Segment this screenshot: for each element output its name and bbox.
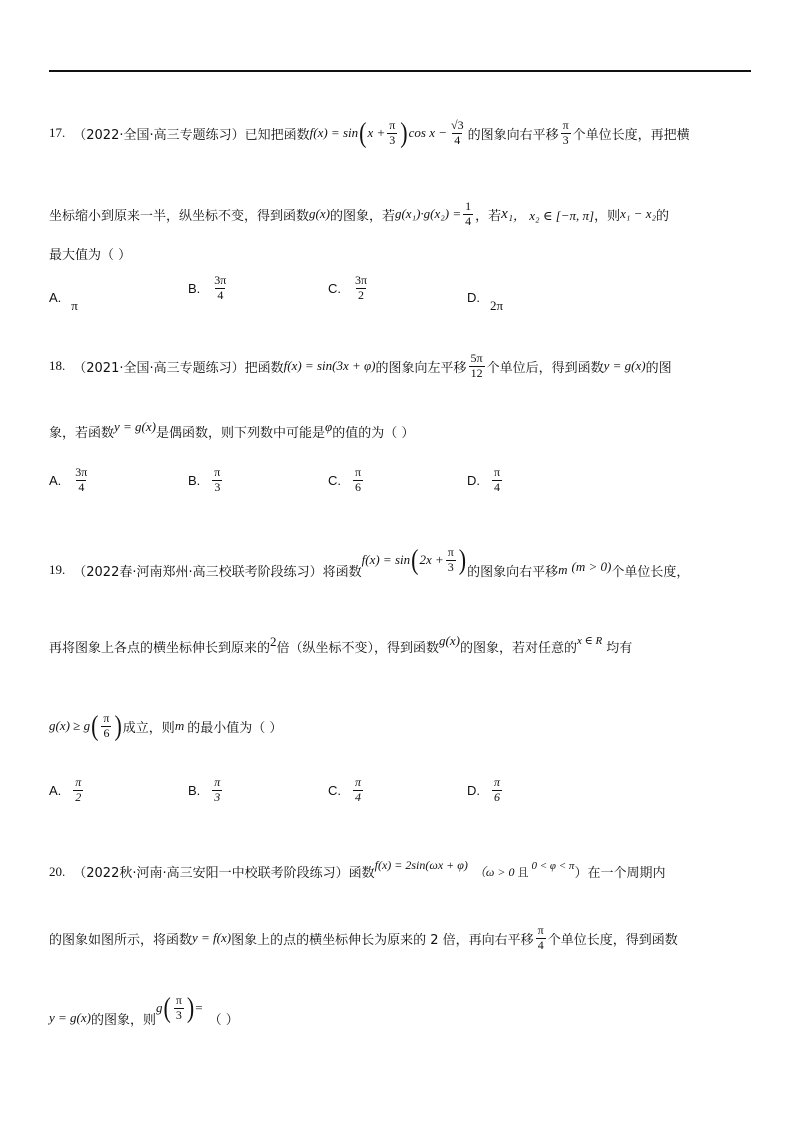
q17-pi-over-3: $\frac{\pi}{3}$ <box>389 118 396 147</box>
q19-m: m <box>558 562 568 578</box>
q18-option-c[interactable] <box>328 466 365 495</box>
q18-option-d[interactable] <box>467 466 504 495</box>
q17-option-c[interactable] <box>328 274 371 303</box>
option-label: C. <box>328 472 341 488</box>
option-label: C. <box>328 280 341 296</box>
option-label: B. <box>188 782 201 798</box>
q18-shift: $\frac{5\pi}{12}$ <box>470 351 483 380</box>
q20-cond: （ω > 0 <box>473 865 515 879</box>
q17-line-2 <box>49 200 669 229</box>
q18-option-b[interactable] <box>188 466 224 495</box>
q18-stem: 的图 <box>645 360 672 376</box>
q19-f-arg: ( 2x + $\frac{\pi}{3}$ ) <box>411 543 467 576</box>
q17-cos: cos x − <box>408 125 447 141</box>
top-rule <box>49 70 751 72</box>
option-value: π <box>71 298 78 313</box>
q19-f-expr: f(x) = sin <box>361 552 411 568</box>
q19-stem: 再将图象上各点的横坐标伸长到原来的 <box>49 641 271 656</box>
q19-number: 19. <box>49 562 66 578</box>
q17-stem: ，则 <box>594 208 621 224</box>
q18-stem: 把函数 <box>244 360 284 376</box>
q17-x1: x₁ <box>501 205 514 222</box>
q17-stem: 的图象向右平移 <box>467 127 559 143</box>
q18-source: （2021·全国·高三专题练习） <box>73 360 245 376</box>
q17-product: g(x₁)·g(x₂) = <box>394 206 462 222</box>
option-value: $\frac{3\pi}{4}$ <box>214 273 227 302</box>
q20-cond: 0 < φ < π <box>531 859 575 872</box>
q18-stem: 个单位后，得到函数 <box>486 360 604 376</box>
q18-stem: 的值的为（ ） <box>332 426 415 441</box>
q17-gx: g(x) <box>309 206 330 222</box>
q17-stem: 坐标缩小到原来一半，纵坐标不变，得到函数 <box>49 208 310 224</box>
option-value: $\frac{3\pi}{2}$ <box>355 273 368 302</box>
q20-line-1 <box>49 858 666 881</box>
q18-option-a[interactable] <box>49 466 91 495</box>
q17-stem: 的图象，若 <box>329 208 395 224</box>
q19-m-cond: (m > 0) <box>571 559 612 575</box>
option-value: $\frac{\pi}{4}$ <box>494 465 501 494</box>
q19-gx: g(x) <box>439 632 460 648</box>
q19-stem: 的图象，若对任意的 <box>459 641 577 656</box>
q19-ineq: g(x) ≥ g <box>49 718 91 734</box>
option-label: B. <box>188 472 201 488</box>
q17-sqrt3-over-4: $\frac{√3}{4}$ <box>451 118 464 147</box>
q17-x2-range: ， x₂ ∈ [−π, π] <box>513 207 595 223</box>
q19-stem: 的最小值为（ ） <box>187 720 283 736</box>
q19-stem: 倍（纵坐标不变），得到函数 <box>276 641 440 656</box>
option-value: $\frac{\pi}{6}$ <box>494 775 501 804</box>
q19-option-d[interactable] <box>467 776 504 805</box>
q19-source: （2022春·河南郑州·高三校联考阶段练习） <box>73 564 323 580</box>
q17-number: 17. <box>49 125 66 141</box>
q20-line-3 <box>49 991 239 1033</box>
q17-stem: 已知把函数 <box>244 127 310 143</box>
q18-f-expr: f(x) = sin(3x + φ) <box>283 358 376 374</box>
q19-pi-over-3: $\frac{\pi}{3}$ <box>447 545 454 574</box>
paren: ) <box>114 709 122 742</box>
q19-line-1 <box>49 543 690 585</box>
q18-stem: 的图象向左平移 <box>375 360 467 376</box>
q20-source: （2022秋·河南·高三安阳一中校联考阶段练习） <box>73 866 349 881</box>
q18-number: 18. <box>49 358 66 374</box>
q20-stem: （ ） <box>208 1012 239 1028</box>
q20-stem: 图象上的点的横坐标伸长为原来的 2 倍，再向右平移 <box>231 932 534 948</box>
q17-stem: ，若 <box>475 208 502 224</box>
q17-option-b[interactable] <box>188 274 230 303</box>
q17-line-1 <box>49 116 690 149</box>
q20-stem: 函数 <box>348 866 375 881</box>
q19-stem: 的图象向右平移 <box>467 564 559 580</box>
option-label: D. <box>467 782 480 798</box>
q20-stem: 的图象，则 <box>90 1012 156 1028</box>
q18-line-2 <box>49 418 415 441</box>
paren: ( <box>359 116 367 149</box>
q19-x-in-r: x ∈ R <box>576 635 603 647</box>
q20-g-value: g ( $\frac{\pi}{3}$ ) = <box>156 991 203 1024</box>
q19-stem: 均有 <box>606 641 633 656</box>
q17-stem: 个单位长度，再把横 <box>572 127 690 143</box>
option-label: D. <box>467 289 480 305</box>
q17-diff: x₁ − x₂ <box>620 206 656 222</box>
q20-number: 20. <box>49 863 66 879</box>
q17-f-inner: x + <box>367 125 386 141</box>
q19-line-2 <box>49 632 633 656</box>
q18-stem: 是偶函数，则下列数中可能是 <box>156 426 326 441</box>
q17-shift: $\frac{\pi}{3}$ <box>562 118 569 147</box>
option-value: 2π <box>490 298 504 313</box>
q19-stem: 将函数 <box>322 564 362 580</box>
q19-two: 2 <box>270 633 277 649</box>
q19-stem: 个单位长度， <box>611 564 690 580</box>
q17-option-d[interactable] <box>467 280 503 314</box>
q18-y-expr: y = g(x) <box>603 358 646 374</box>
q18-y-expr: y = g(x) <box>114 418 156 434</box>
option-value: $\frac{3\pi}{4}$ <box>75 465 88 494</box>
option-label: D. <box>467 472 480 488</box>
q20-f-expr: f(x) = 2sin(ωx + φ) <box>374 858 468 872</box>
q18-line-1 <box>49 352 672 381</box>
q17-option-a[interactable] <box>49 280 78 314</box>
option-label: A. <box>49 289 62 305</box>
q19-f-inner: 2x + <box>419 552 444 568</box>
q17-line-3 <box>49 244 131 263</box>
paren: ) <box>400 116 408 149</box>
q17-source: （2022·全国·高三专题练习） <box>73 127 245 143</box>
paren: ( <box>91 709 99 742</box>
q20-pi-over-4: $\frac{\pi}{4}$ <box>537 923 544 952</box>
option-label: A. <box>49 472 62 488</box>
q18-stem: 象，若函数 <box>49 426 115 441</box>
option-value: $\frac{\pi}{3}$ <box>214 465 221 494</box>
option-label: C. <box>328 782 341 798</box>
q19-pi-over-6: $\frac{\pi}{6}$ <box>103 711 110 740</box>
option-label: A. <box>49 782 62 798</box>
q18-phi: φ <box>325 418 333 434</box>
option-label: B. <box>188 280 201 296</box>
q19-option-b[interactable] <box>188 776 224 805</box>
q20-stem: 的图象如图所示，将函数 <box>49 932 193 948</box>
q17-one-quarter: $\frac{1}{4}$ <box>465 199 472 228</box>
q19-line-3 <box>49 709 283 742</box>
q20-y-fx: y = f(x) <box>192 930 232 946</box>
q20-stem: ）在一个周期内 <box>574 866 666 881</box>
q17-stem: 最大值为（ ） <box>49 248 132 263</box>
option-value: $\frac{\pi}{3}$ <box>214 775 221 804</box>
q19-option-a[interactable] <box>49 776 85 805</box>
option-value: $\frac{\pi}{6}$ <box>355 465 362 494</box>
option-value: $\frac{\pi}{4}$ <box>355 775 362 804</box>
q17-stem: 的 <box>656 208 670 224</box>
q19-stem: 成立，则 <box>122 720 175 736</box>
option-value: $\frac{\pi}{2}$ <box>75 775 82 804</box>
q20-line-2 <box>49 924 678 953</box>
q19-m: m <box>174 718 185 734</box>
q17-f-expr: f(x) = sin <box>309 125 359 141</box>
q20-y-gx: y = g(x) <box>49 1010 91 1026</box>
q19-option-c[interactable] <box>328 776 365 805</box>
q20-stem: 个单位长度，得到函数 <box>547 932 678 948</box>
q20-cond: 且 <box>517 865 529 879</box>
